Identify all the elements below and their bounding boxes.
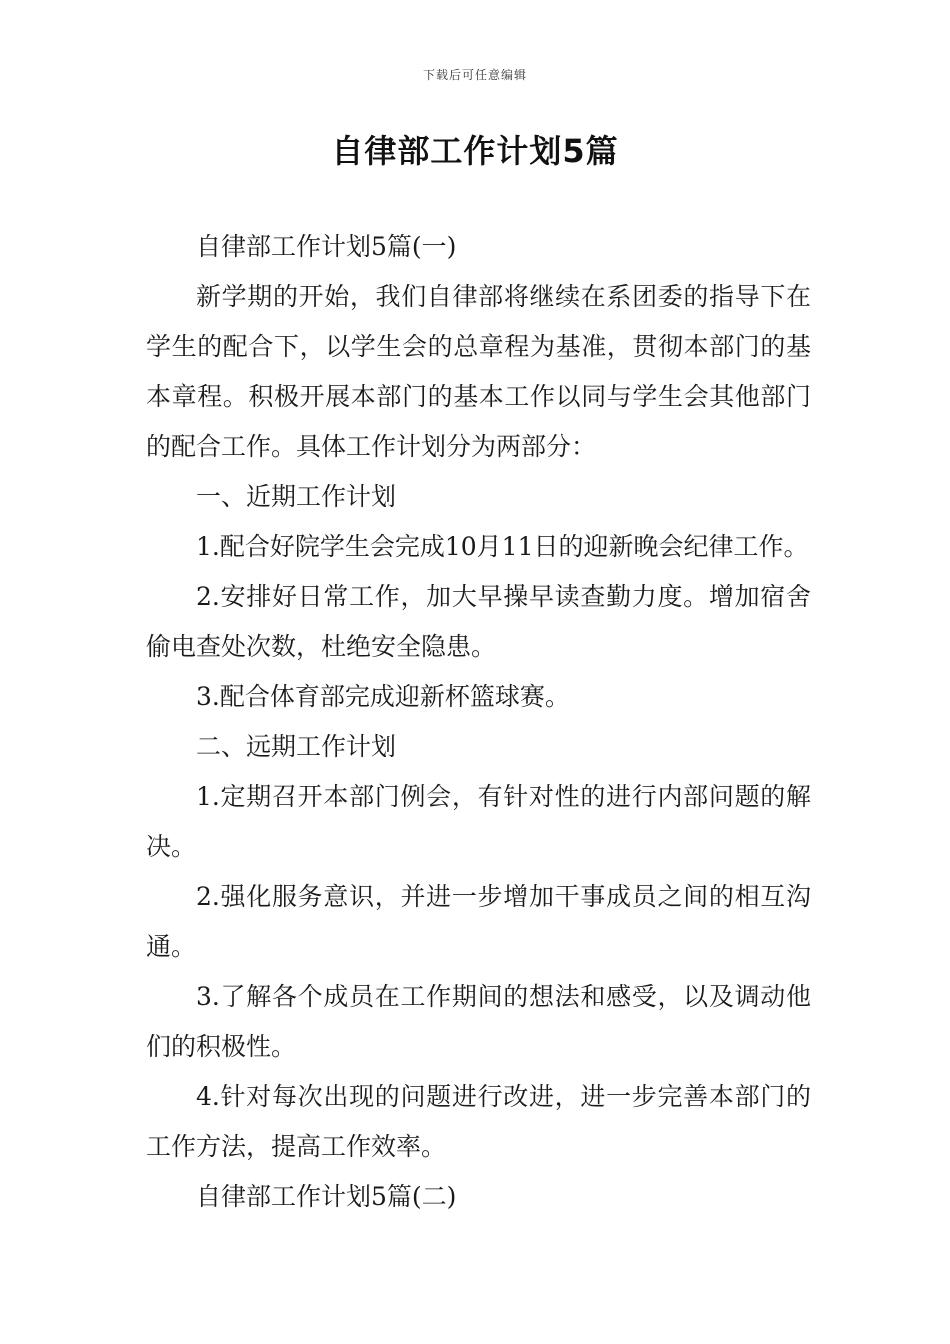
section-heading-2: 自律部工作计划5篇(二) [196,1182,457,1211]
short-term-item-2: 2.安排好日常工作，加大早操早读查勤力度。增加宿舍偷电查处次数，杜绝安全隐患。 [146,582,811,661]
document-title: 自律部工作计划5篇 [331,132,619,170]
short-term-plan-heading: 一、近期工作计划 [196,482,397,511]
long-term-plan-heading: 二、远期工作计划 [196,732,397,761]
short-term-item-3: 3.配合体育部完成迎新杯篮球赛。 [196,682,570,711]
header-note: 下载后可任意编辑 [422,68,527,82]
long-term-item-4: 4.针对每次出现的问题进行改进，进一步完善本部门的工作方法，提高工作效率。 [146,1082,811,1161]
short-term-item-1: 1.配合好院学生会完成10月11日的迎新晚会纪律工作。 [196,532,809,561]
long-term-item-3: 3.了解各个成员在工作期间的想法和感受，以及调动他们的积极性。 [146,982,811,1061]
long-term-item-2: 2.强化服务意识，并进一步增加干事成员之间的相互沟通。 [146,882,811,961]
long-term-item-1: 1.定期召开本部门例会，有针对性的进行内部问题的解决。 [146,782,811,861]
section-heading-1: 自律部工作计划5篇(一) [196,232,457,261]
document-body [146,222,811,1222]
intro-paragraph: 新学期的开始，我们自律部将继续在系团委的指导下在学生的配合下，以学生会的总章程为基准，贯彻本部门的基本章程。积极开展本部门的基本工作以同与学生会其他部门的配合工作。具体工作计划分为两部分： [146,282,811,461]
